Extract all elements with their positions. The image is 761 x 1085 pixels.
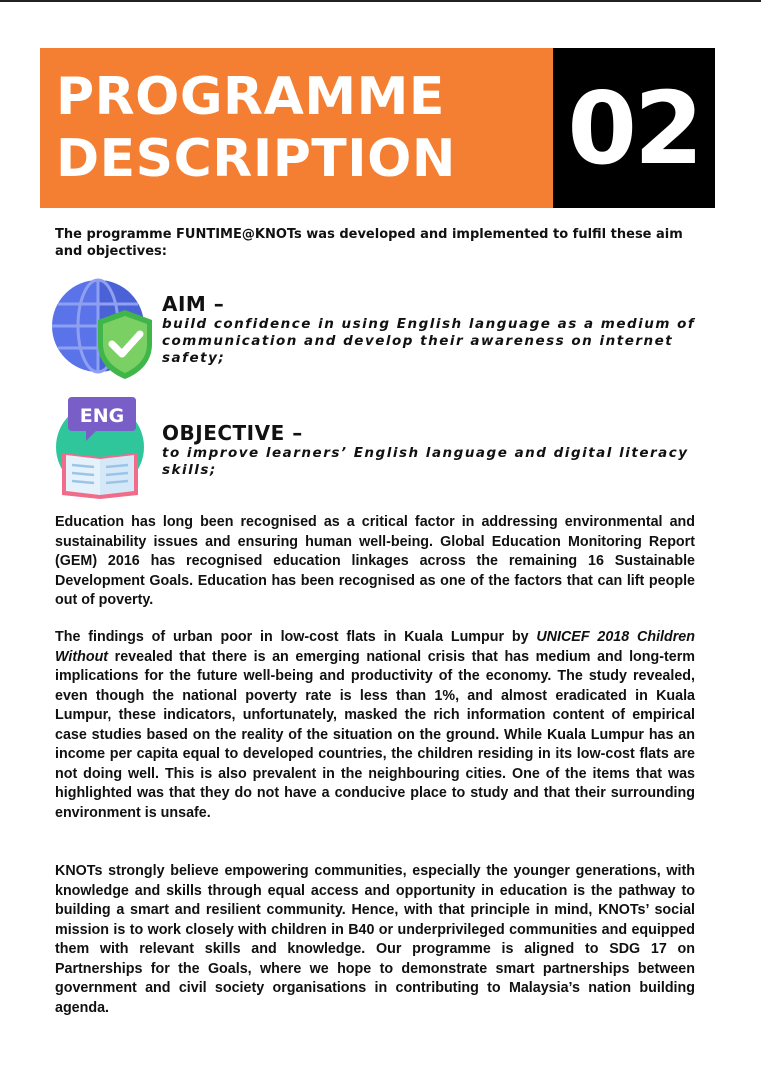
section-number: 02 [567, 69, 701, 187]
report-title: UNICEF 2018 Children Without [55, 629, 695, 665]
banner-black-block [553, 48, 715, 208]
paragraph-findings [55, 628, 695, 823]
eng-book-icon [52, 395, 156, 499]
eng-label: ENG [79, 405, 125, 427]
objective-text-group [162, 421, 707, 479]
globe-shield-icon [52, 278, 156, 382]
aim-description: build confidence in using English language as a medium of communication and develop their awareness on internet safety; [162, 316, 696, 366]
objective-description: to improve learners’ English language and digital literacy skills; [162, 445, 689, 478]
header-banner [40, 48, 715, 208]
aim-text-group [162, 292, 707, 367]
banner-orange-block [40, 48, 553, 208]
objective-heading: OBJECTIVE – [162, 421, 303, 445]
aim-heading: AIM – [162, 292, 225, 316]
paragraph-education: Education has long been recognised as a critical factor in addressing environmental and sustainability issues and ensuring human well-being. Global Education Monitoring Report (GEM) 2016 has recognised education linkages across the remaining 16 Sustainable Development Goals. Education has been recognised as one of the factors that can lift people out of poverty. [55, 514, 695, 608]
page-title: PROGRAMME DESCRIPTION [56, 67, 456, 189]
top-rule [0, 0, 761, 2]
paragraph-findings-body: revealed that there is an emerging national crisis that has medium and long-term implications for the future well-being and productivity of the economy. The study revealed, even though the national poverty rate is less than 1%, and almost eradicated in Kuala Lumpur, these indicators, unfortunately, masked the rich information content of empirical case studies based on the reality of the situation on the ground. While Kuala Lumpur has an income per capita equal to developed countries, the children residing in its low-cost flats are not doing well. This is also prevalent in the neighbouring cities. One of the items that was highlighted was that they do not have a conducive place to study and that their surrounding environment is unsafe. [55, 648, 695, 821]
paragraph-findings-lead: The findings of urban poor in low-cost flats in Kuala Lumpur by [55, 629, 537, 645]
paragraph-mission: KNOTs strongly believe empowering communities, especially the younger generations, with knowledge and skills through equal access and opportunity in education is the pathway to building a smart and resilient community. Hence, with that principle in mind, KNOTs’ social mission is to work closely with children in B40 or underprivileged communities and equipped them with relevant skills and knowledge. Our programme is aligned to SDG 17 on Partnerships for the Goals, where we hope to demonstrate smart partnerships between government and civil society organisations in contributing to Malaysia’s nation building agenda. [55, 863, 695, 1016]
intro-text: The programme FUNTIME@KNOTs was developed and implemented to fulfil these aim and objectives: [55, 227, 683, 259]
